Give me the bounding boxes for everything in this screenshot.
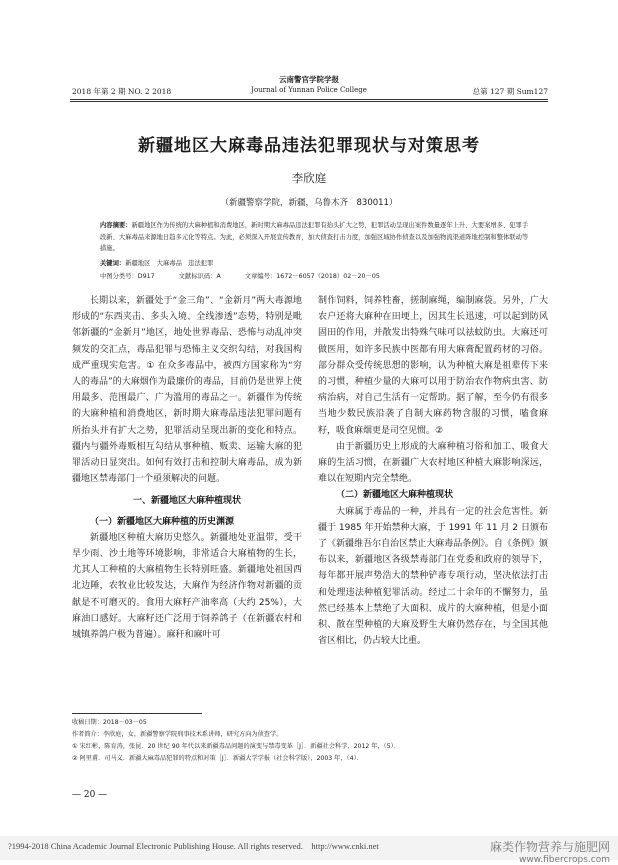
keywords [100,258,213,267]
body-paragraph: 由于新疆历史上形成的大麻种植习俗和加工、吸食大麻的生活习惯，在新疆广大农村地区种植大麻影响深远，难以在短期内完全禁绝。 [318,441,548,485]
clc-number: 中图分类号：D917 [100,273,155,280]
header-rule-2 [70,101,548,102]
keywords-label: 关键词： [100,260,126,267]
issue-info-left: 2018 年第 2 期 NO. 2 2018 [72,87,172,96]
body-column-left [72,293,302,643]
copyright-notice: ?1994-2018 China Academic Journal Electronic Publishing House. All rights reserved. http://www.cnki.net [8,841,379,851]
subsection-heading: （二）新疆地区大麻种植现状 [336,490,454,501]
watermark-url: www.fibercrops.com [519,855,610,865]
section-heading: 一、新疆地区大麻种植现状 [132,496,241,507]
article-number: 文章编号：1672－6057（2018）02－20－05 [244,273,380,280]
article-title: 新疆地区大麻毒品违法犯罪现状与对策思考 [138,136,480,156]
abstract-label: 内容摘要： [100,222,132,229]
watermark [490,838,610,865]
body-paragraph: 新疆地区种植大麻历史悠久。新疆地处亚温带，受干旱少雨、沙土地等环境影响，非常适合大麻植物的生长，尤其人工种植的大麻植物生长特别旺盛。新疆地处祖国西北边陲，农牧业比较发达，大麻作为经济作物对新疆的贡献是不可磨灭的。食用大麻籽产油率高（大约 25%），大麻油口感好。大麻籽还广泛用于饲养鸽子（在新疆农村和城镇养鸽户极为普遍）。麻秆和麻叶可 [72,532,302,641]
page-number: — 20 — [72,790,108,800]
body-paragraph: 长期以来，新疆处于“金三角”、“金新月”两大毒源地形成的“东西夹击、多头入境、全线渗透”态势，特别是毗邻新疆的“金新月”地区，地处世界毒品、恐怖与动乱冲突频发的交汇点，毒品犯罪与恐怖主义交织勾结，对我国构成严重现实危害。① 在众多毒品中，被西方国家称为“穷人的毒品”的大麻烟作为最廉价的毒品，目前仍是世界上使用最多、范围最广、广为滥用的毒品之一。新疆作为传统的大麻种植和消费地区，新时期大麻毒品违法犯罪问题有所抬头并有扩大之势，犯罪活动呈现出新的变化和特点。疆内与疆外毒贩相互勾结从事种植、贩卖、运输大麻的犯罪活动日显突出。如何有效打击和控制大麻毒品，成为新疆地区禁毒部门一个亟须解决的问题。 [72,296,302,485]
footnote-2: ② 阿里甫．司马义．新疆大麻毒品犯罪的特点和对策［J］．新疆大学学报（社会科学版），2003 年，（4）． [72,755,363,762]
header-rule [70,99,548,100]
keywords-text: 新疆地区 大麻毒品 违法犯罪 [125,260,214,267]
journal-name-en: Journal of Yunnan Police College [251,86,367,94]
author-affiliation: （新疆警察学院，新疆，乌鲁木齐 830011） [220,198,398,208]
footnote-rule [72,713,202,714]
issue-info-right: 总第 127 期 Sum127 [472,87,548,96]
received-date: 收稿日期：2018－03－05 [72,719,147,726]
watermark-cn: 麻类作物营养与施肥网 [489,840,610,854]
classification-line [100,271,530,280]
document-code: 文献标识码：A [178,273,221,280]
body-paragraph: 制作饲料，饲养牲畜，搓制麻绳，编制麻袋。另外，广大农户还将大麻种在田埂上，因其生长迅速，可以起到防风固田的作用，并散发出特殊气味可以祛蚊防虫。大麻还可做医用，如许多民族中医都有用大麻膏配置药材的习俗。部分群众受传统思想的影响，认为种植大麻是祖辈传下来的习惯，种植少量的大麻可以用于防治农作物病虫害、防病治病，对自己生活有一定帮助。据了解，至今仍有很多当地少数民族沿袭了自制大麻药物含服的习惯，嗑食麻籽，吸食麻烟更是司空见惯。② [318,296,548,436]
abstract [100,220,530,255]
footnote-1: ① 宋红彬，陈育涛，张昆．20 世纪 90 年代以来新疆毒品问题的演变与禁毒变革［J］．新疆社会科学，2012 年，（5）． [72,743,400,750]
journal-name-cn: 云南警官学院学报 [279,75,339,84]
body-paragraph: 大麻属于毒品的一种，并具有一定的社会危害性。新疆于 1985 年开始禁种大麻，于 1991 年 11 月 2 日颁布了《新疆维吾尔自治区禁止大麻毒品条例》。自《条例》颁布以来，新疆地区各级禁毒部门在党委和政府的领导下，每年都开展声势浩大的禁种铲毒专项行动，坚决依法打击和处理违法种植犯罪活动。经过二十余年的不懈努力，虽然已经基本上禁绝了大面积、成片的大麻种植，但是小面积、散在型种植的大麻及野生大麻仍然存在，与全国其他省区相比，仍占较大比重。 [318,506,548,647]
body-column-right [318,293,548,649]
author-name: 李欣庭 [291,171,327,185]
author-info: 作者简介：李欣庭，女，新疆警察学院刑事技术系讲师，研究方向为侦查学。 [72,731,283,738]
abstract-text: 新疆地区作为传统的大麻种植和消费地区，新时期大麻毒品违法犯罪有抬头扩大之势，犯罪活动呈现出案件数量逐年上升、大要案增多、犯罪手段新、大麻毒品来源地日趋多元化等特点。为此，必须深入开展宣传教育，加大侦查打击力度，加强区域协作侦查以及加强物流渠道阵地控制和整体联动等措施。 [100,222,529,252]
subsection-heading: （一）新疆地区大麻种植的历史渊源 [90,516,235,527]
